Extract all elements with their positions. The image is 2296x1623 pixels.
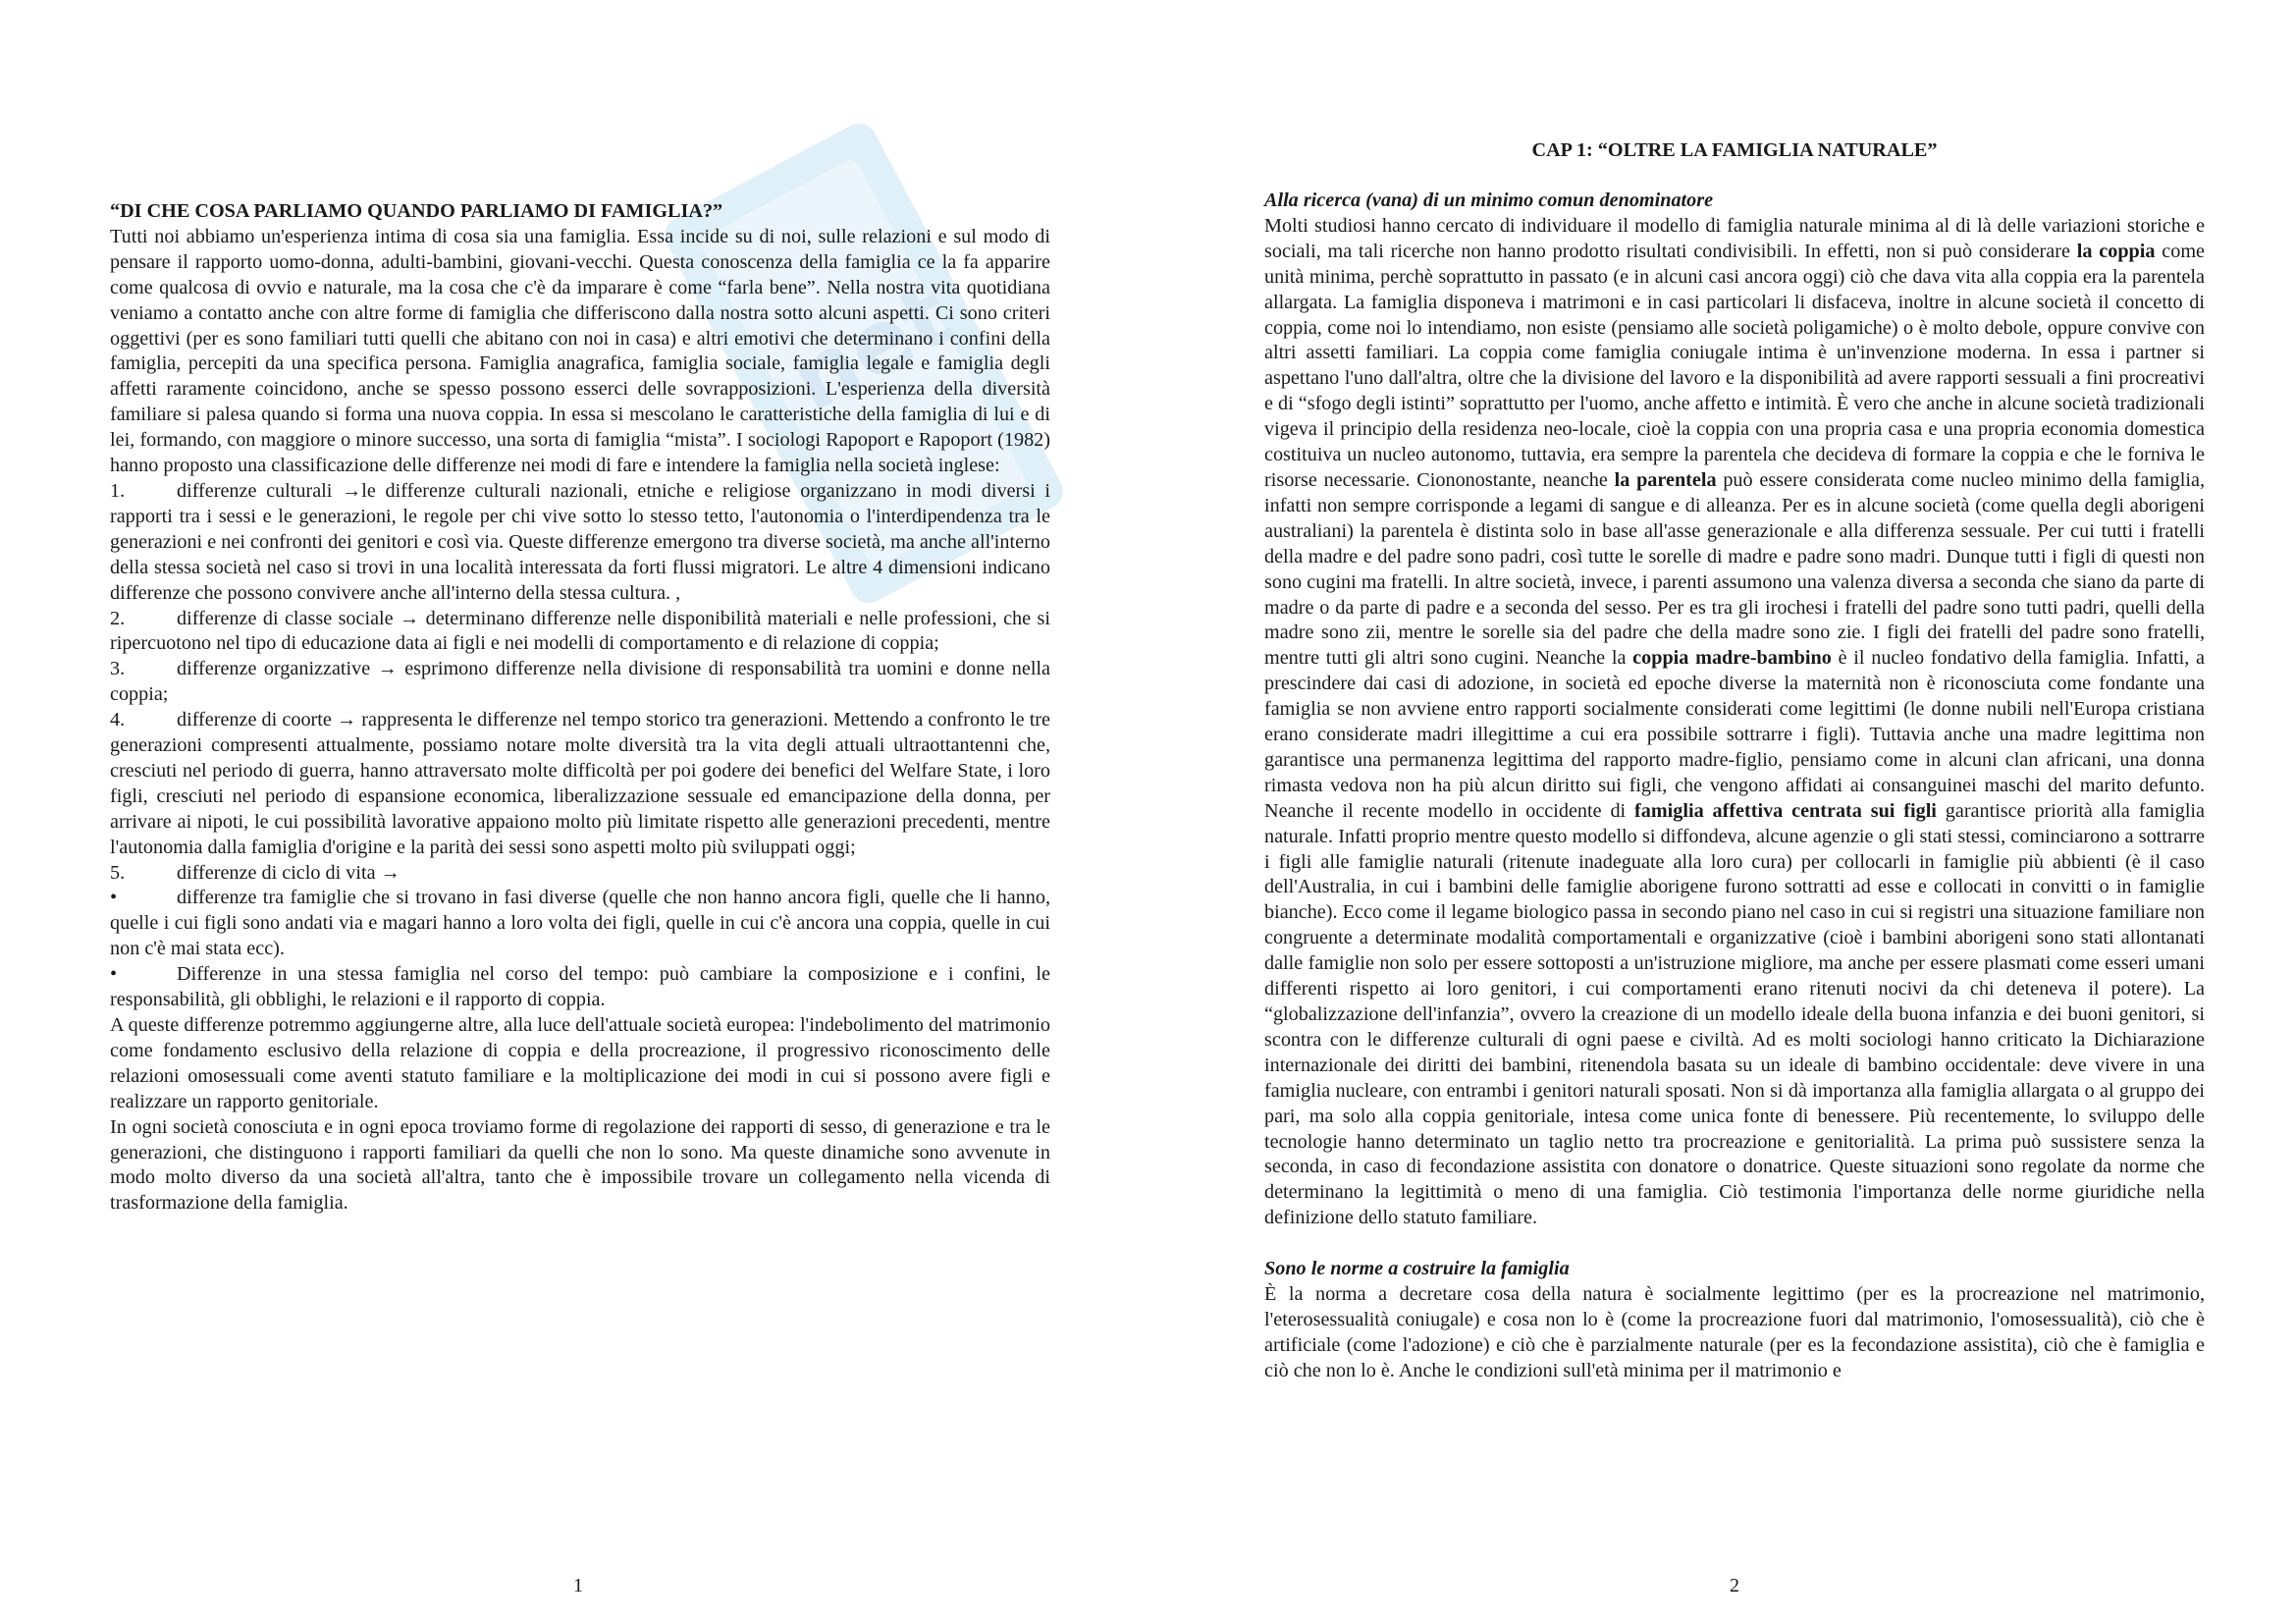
section-title-1: Alla ricerca (vana) di un minimo comun denominatore (1264, 189, 1714, 211)
bold-term: la coppia (2076, 240, 2156, 262)
bold-term: famiglia affettiva centrata sui figli (1634, 799, 1937, 822)
paragraph-2: A queste differenze potremmo aggiungerne altre, alla luce dell'attuale società europea: l'indebolimento del matrimonio come fondamento esclusivo della relazione di coppia e della procreazione, il progressivo riconoscimento delle relazioni omosessuali come aventi statuto familiare e la moltiplicazione dei modi in cui si possono avere figli e realizzare un rapporto genitoriale. (110, 1014, 1050, 1112)
intro-paragraph: Tutti noi abbiamo un'esperienza intima di cosa sia una famiglia. Essa incide su di noi, sulle relazioni e sul modo di pensare il rapporto uomo-donna, adulti-bambini, giovani-vecchi. Questa conoscenza della famiglia ce la fa apparire come qualcosa di ovvio e naturale, ma la cosa che c'è da imparare è come “farla bene”. Nella nostra vita quotidiana veniamo a contatto anche con altre forme di famiglia che differiscono dalla nostra sotto alcuni aspetti. Ci sono criteri oggettivi (per es sono familiari tutti quelli che abitano con noi in casa) e altri emotivi che determinano i confini della famiglia, percepiti da una specifica persona. Famiglia anagrafica, famiglia sociale, famiglia legale e famiglia degli affetti raramente coincidono, anche se spesso possono esserci delle sovrapposizioni. L'esperienza della diversità familiare si palesa quando si forma una nuova coppia. In essa si mescolano le caratteristiche della famiglia di lui e di lei, formando, con maggiore o minore successo, una sorta di famiglia “mista”. I sociologi Rapoport e Rapoport (1982) hanno proposto una classificazione delle differenze nei modi di fare e intendere la famiglia nella società inglese: (110, 225, 1050, 477)
watermark-text: net (774, 263, 969, 432)
list-item: 5. differenze di ciclo di vita → (110, 861, 400, 884)
list-item: • Differenze in una stessa famiglia nel corso del tempo: può cambiare la composizione e i confini, le responsabilità, gli obblighi, le relazioni e il rapporto di coppia. (110, 963, 1050, 1011)
section-2-body: È la norma a decretare cosa della natura è socialmente legittimo (per es la procreazione nel matrimonio, l'eterosessualità coniugale) e cosa non lo è (come la procreazione fuori dal matrimonio, l'omosessualità), ciò che è artificiale (come l'adozione) e ciò che è parzialmente naturale (per es la fecondazione assistita), ciò che è famiglia e ciò che non lo è. Anche le condizioni sull'età minima per il matrimonio e (1264, 1283, 2205, 1381)
page-number-left: 1 (573, 1575, 583, 1596)
right-page (1264, 189, 2205, 1384)
paragraph-3: In ogni società conosciuta e in ogni epoca troviamo forme di regolazione dei rapporti di sesso, di generazione e tra le generazioni, che distinguono i rapporti familiari da quelli che non lo sono. Ma queste dinamiche sono avvenute in modo molto diverso da una società all'altra, tanto che è impossibile trovare un collegamento nella vicenda di trasformazione della famiglia. (110, 1115, 1050, 1215)
list-item: • differenze tra famiglie che si trovano in fasi diverse (quelle che non hanno ancora figli, quelle che li hanno, quelle i cui figli sono andati via e magari hanno a loro volta dei figli, quelle in cui c'è ancora una coppia, quelle in cui non c'è mai stata ecc). (110, 887, 1050, 960)
list-item: 3. differenze organizzative → esprimono differenze nella divisione di responsabilità tra uomini e donne nella coppia; (110, 658, 1050, 706)
left-page (110, 199, 1050, 1217)
list-item: 4. differenze di coorte → rappresenta le differenze nel tempo storico tra generazioni. Mettendo a confronto le tre generazioni compresenti attualmente, possiamo notare molte diversità tra la vita degli attuali ultraottantenni che, cresciuti nel periodo di guerra, hanno attraversato molte difficoltà per poi godere dei benefici del Welfare State, i loro figli, cresciuti nel periodo di espansione economica, liberalizzazione sessuale ed emancipazione della donna, per arrivare ai nipoti, le cui possibilità lavorative appaiono molto più limitate rispetto alle generazioni precedenti, mentre l'autonomia dalla famiglia d'origine e la parità dei sessi sono aspetti molto più sviluppati oggi; (110, 709, 1050, 858)
page-number-right: 2 (1730, 1575, 1739, 1596)
list-item: 2. differenze di classe sociale → determinano differenze nelle disponibilità materiali e nelle professioni, che si ripercuotono nel tipo di educazione data ai figli e nei modelli di comportamento e di relazione di coppia; (110, 607, 1050, 655)
differences-list (110, 479, 1050, 1013)
chapter-title: CAP 1: “OLTRE LA FAMIGLIA NATURALE” (1531, 139, 1938, 161)
list-item: 1. differenze culturali →le differenze culturali nazionali, etniche e religiose organizzano in modi diversi i rapporti tra i sessi e le generazioni, le regole per chi vive sotto lo stesso tetto, l'autonomia o l'interdipendenza tra le generazioni e nei confronti dei genitori e così via. Queste differenze emergono tra diverse società, ma anche all'interno della stessa società nel caso si trovi in una località interessata da forti flussi migratori. Le altre 4 dimensioni indicano differenze che possono convivere anche all'interno della stessa cultura. , (110, 479, 1050, 604)
section-1-body: Molti studiosi hanno cercato di individuare il modello di famiglia naturale minima al di là delle variazioni storiche e sociali, ma tali ricerche non hanno prodotto risultati condivisibili. In effetti, non si può considerare la coppia come unità minima, perchè soprattutto in passato (e in alcuni casi ancora oggi) ciò che dava vita alla coppia era la parentela allargata. La famiglia disponeva i matrimoni e in casi particolari li disfaceva, inoltre in alcune società il concetto di coppia, come noi lo intendiamo, non esiste (pensiamo alle società poligamiche) o è molto debole, oppure convive con altri assetti familiari. La coppia come famiglia coniugale intima è un'invenzione moderna. In essa i partner si aspettano l'uno dall'altra, oltre che la divisione del lavoro e la disponibilità ad avere rapporti sessuali a fini procreativi e di “sfogo degli istinti” soprattutto per l'uomo, anche affetto e intimità. È vero che anche in alcune società tradizionali vigeva il principio della residenza neo-locale, cioè la coppia con una propria casa e una propria economia domestica costituiva un nucleo autonomo, tuttavia, era sempre la parentela che decideva di formare la coppia e che le forniva le risorse necessarie. Ciononostante, neanche la parentela può essere considerata come nucleo minimo della famiglia, infatti non sempre corrisponde a legami di sangue e di alleanza. Per es in alcune società (come quella degli aborigeni australiani) la parentela è distinta solo in base all'asse generazionale e alla differenza sessuale. Per cui tutti i fratelli della madre e del padre sono padri, così tutte le sorelle di madre e padre sono madri. Dunque tutti i figli di questi non sono cugini ma fratelli. In altre società, invece, i parenti assumono una valenza diversa a seconda che siano da parte di madre o da parte di padre e a seconda del sesso. Per es tra gli irochesi i fratelli del padre sono tutti padri, quelli della madre sono zii, mentre le sorelle sia del padre che della madre sono zie. I figli dei fratelli del padre sono fratelli, mentre tutti gli altri sono cugini. Neanche la coppia madre-bambino è il nucleo fondativo della famiglia. Infatti, a prescindere dai casi di adozione, in società ed epoche diverse la maternità non è riconosciuta come fondante una famiglia se non avviene entro rapporti socialmente considerati come legittimi (le donne nubili nell'Europa cristiana erano considerate madri illegittime a cui era possibile sottrarre i figli). Tuttavia anche una madre legittima non garantisce una permanenza legittima del rapporto madre-figlio, pensiamo come in alcuni clan africani, una donna rimasta vedova non ha più alcun diritto sui figli, che vengono affidati ai consanguinei maschi del marito defunto. Neanche il recente modello in occidente di famiglia affettiva centrata sui figli garantisce priorità alla famiglia naturale. Infatti proprio mentre questo modello si diffondeva, alcune agenzie o gli stati stessi, cominciarono a sottrarre i figli alle famiglie naturali (ritenute inadeguate alla loro cura) per collocarli in famiglie più abbienti (è il caso dell'Australia, in cui i bambini delle famiglie aborigene furono sottratti ad esse e collocati in convitti o in famiglie bianche). Ecco come il legame biologico passa in secondo piano nel caso in cui si registri una situazione familiare non congruente a determinate modalità comportamentali e organizzative (cioè i bambini aborigeni sono stati allontanati dalle famiglie non solo per essere sottoposti a un'istruzione migliore, ma anche per essere plasmati come esseri umani differenti rispetto ai loro genitori, i cui comportamenti erano ritenuti nocivi da chi deteneva il potere). La “globalizzazione dell'infanzia”, ovvero la creazione di un modello ideale della buona infanzia e dei buoni genitori, si scontra con le differenze culturali di ogni paese e civiltà. Ad es molti sociologi hanno criticato la Dichiarazione internazionale dei diritti dei bambini, ritenendola basata su un ideale di bambino occidentale: deve vivere in una famiglia nucleare, con entrambi i genitori naturali sposati. Non si dà importanza alla famiglia allargata o al gruppo dei pari, ma solo alla coppia genitoriale, intesa come unica fonte di benessere. Più recentemente, lo sviluppo delle tecnologie hanno determinato un taglio netto tra procreazione e genitorialità. La prima può sussistere senza la seconda, in caso di fecondazione assistita con donatore o donatrice. Queste situazioni sono regolate da norme che determinano la legittimità o meno di una famiglia. Ciò testimonia l'importanza delle norme giuridiche nella definizione dello statuto familiare. (1264, 214, 2206, 1229)
bold-term: la parentela (1614, 468, 1717, 491)
section-title-2: Sono le norme a costruire la famiglia (1264, 1258, 1570, 1280)
left-page-title: “DI CHE COSA PARLIAMO QUANDO PARLIAMO DI FAMIGLIA?” (110, 200, 723, 222)
bold-term: coppia madre-bambino (1632, 647, 1832, 670)
